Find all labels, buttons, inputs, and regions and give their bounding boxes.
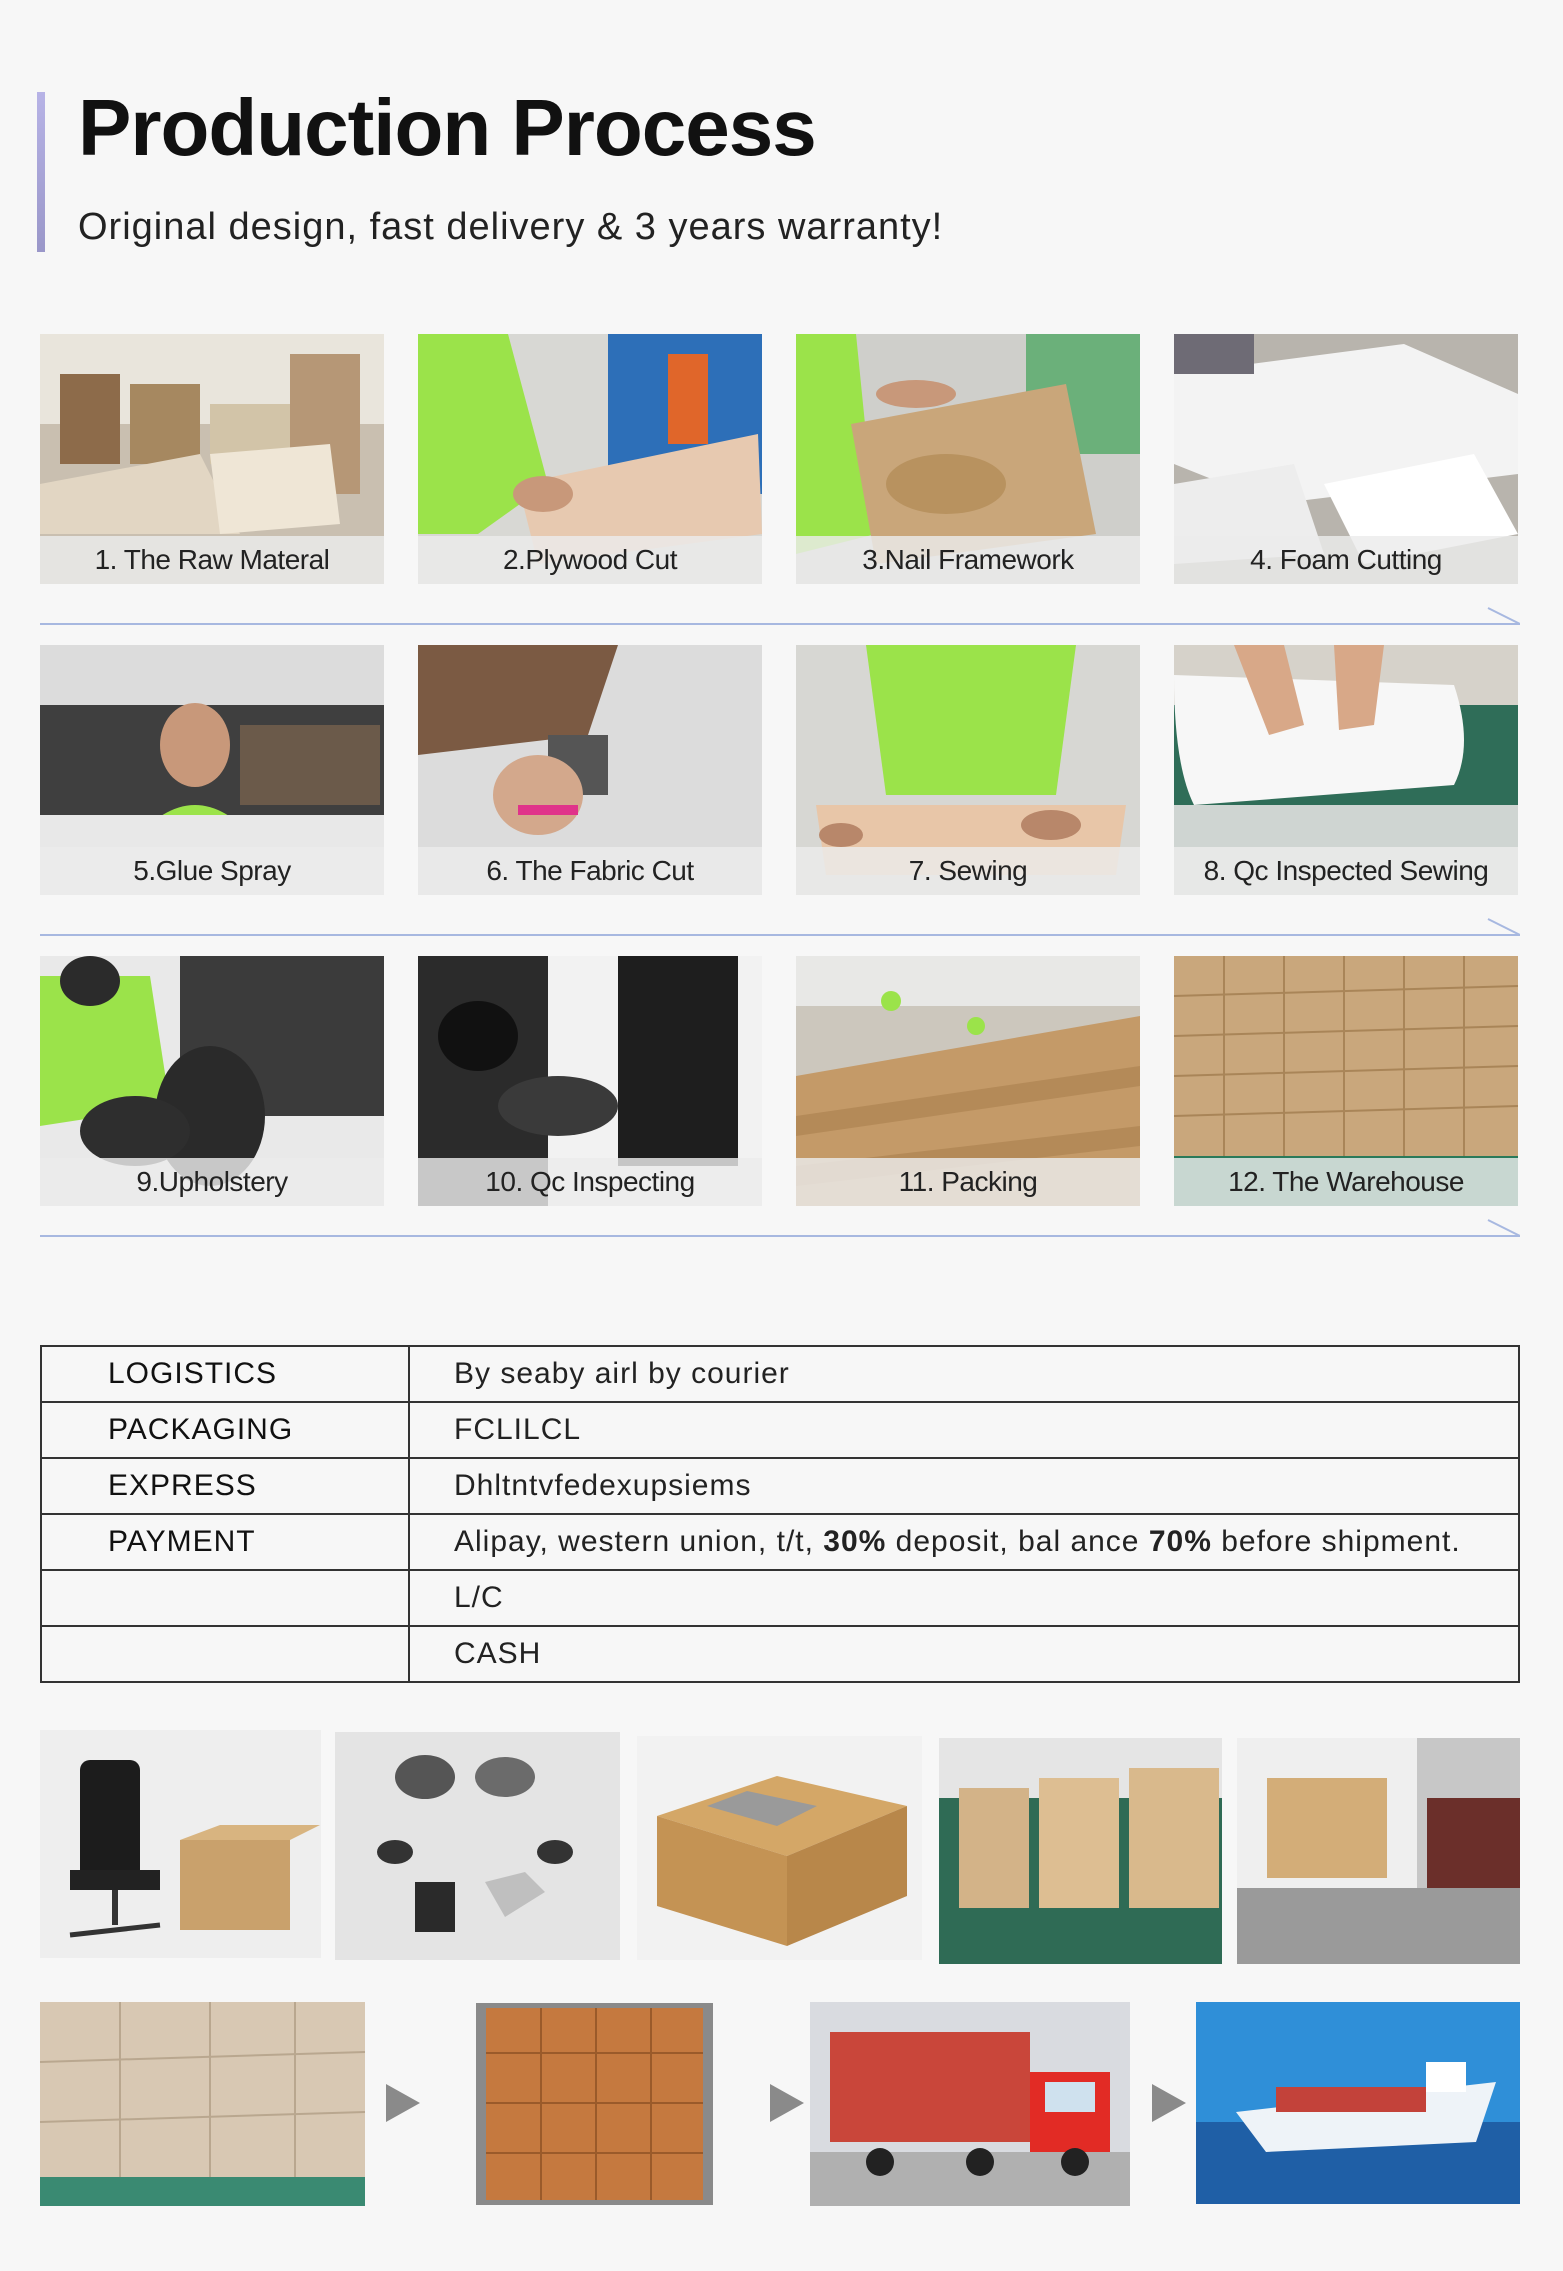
step-8-tile	[1174, 645, 1518, 895]
row-divider-arrow	[40, 604, 1520, 628]
step-caption: 6. The Fabric Cut	[418, 847, 762, 895]
step-caption: 8. Qc Inspected Sewing	[1174, 847, 1518, 895]
payment-text: deposit, bal ance	[886, 1525, 1149, 1558]
step-caption: 5.Glue Spray	[40, 847, 384, 895]
payment-text: Alipay, western union, t/t,	[454, 1525, 824, 1558]
balance-percent: 70%	[1148, 1525, 1212, 1558]
row-key: LOGISTICS	[41, 1346, 409, 1402]
payment-text: before shipment.	[1211, 1525, 1461, 1558]
chair-parts-photo	[335, 1732, 620, 1960]
step-3-tile	[796, 334, 1140, 584]
step-caption: 12. The Warehouse	[1174, 1158, 1518, 1206]
row-value: L/C	[409, 1570, 1519, 1626]
table-row	[41, 1458, 1519, 1514]
chair-and-box-photo	[40, 1730, 321, 1958]
cargo-ship-image	[1196, 2002, 1520, 2204]
step-caption: 3.Nail Framework	[796, 536, 1140, 584]
table-row	[41, 1346, 1519, 1402]
step-2-tile	[418, 334, 762, 584]
stacked-cartons-photo	[40, 2002, 365, 2206]
container-truck-image	[810, 2002, 1130, 2206]
container-loaded-image	[476, 2003, 713, 2205]
table-row	[41, 1514, 1519, 1570]
palletized-cartons-image	[939, 1738, 1222, 1964]
flow-arrow-icon	[1152, 2084, 1186, 2122]
step-6-tile	[418, 645, 762, 895]
step-caption: 4. Foam Cutting	[1174, 536, 1518, 584]
truck-loading-image	[1237, 1738, 1520, 1964]
step-1-tile	[40, 334, 384, 584]
page-title: Production Process	[78, 83, 816, 172]
step-caption: 10. Qc Inspecting	[418, 1158, 762, 1206]
row-value: Dhltntvfedexupsiems	[409, 1458, 1519, 1514]
steps-row-2	[40, 645, 1520, 895]
chair-and-box-image	[40, 1730, 321, 1958]
container-truck-photo	[810, 2002, 1130, 2206]
step-11-tile	[796, 956, 1140, 1206]
row-value: By seaby airl by courier	[409, 1346, 1519, 1402]
shipping-photos-row	[40, 1730, 1520, 1962]
table-row	[41, 1402, 1519, 1458]
stacked-cartons-image	[40, 2002, 365, 2206]
step-7-tile	[796, 645, 1140, 895]
chair-parts-image	[335, 1732, 620, 1960]
step-caption: 11. Packing	[796, 1158, 1140, 1206]
container-loaded-photo	[476, 2003, 713, 2205]
title-accent-bar	[37, 92, 45, 252]
step-caption: 1. The Raw Materal	[40, 536, 384, 584]
row-value: CASH	[409, 1626, 1519, 1682]
page-subtitle: Original design, fast delivery & 3 years warranty!	[78, 206, 944, 248]
step-12-tile	[1174, 956, 1518, 1206]
row-value	[409, 1514, 1519, 1570]
flow-arrow-icon	[770, 2084, 804, 2122]
step-10-tile	[418, 956, 762, 1206]
flow-arrow-icon	[386, 2084, 420, 2122]
step-caption: 9.Upholstery	[40, 1158, 384, 1206]
open-carton-image	[637, 1736, 922, 1960]
row-divider-arrow	[40, 1216, 1520, 1240]
production-steps-grid	[40, 334, 1520, 1206]
row-key	[41, 1570, 409, 1626]
row-key: EXPRESS	[41, 1458, 409, 1514]
open-carton-photo	[637, 1736, 922, 1960]
row-key: PAYMENT	[41, 1514, 409, 1570]
table-row	[41, 1626, 1519, 1682]
cargo-ship-photo	[1196, 2002, 1520, 2204]
deposit-percent: 30%	[823, 1525, 887, 1558]
row-value: FCLILCL	[409, 1402, 1519, 1458]
step-caption: 2.Plywood Cut	[418, 536, 762, 584]
logistics-table	[40, 1345, 1520, 1683]
palletized-cartons-photo	[939, 1738, 1222, 1964]
row-key: PACKAGING	[41, 1402, 409, 1458]
step-4-tile	[1174, 334, 1518, 584]
steps-row-1	[40, 334, 1520, 584]
step-5-tile	[40, 645, 384, 895]
row-divider-arrow	[40, 915, 1520, 939]
step-caption: 7. Sewing	[796, 847, 1140, 895]
step-9-tile	[40, 956, 384, 1206]
row-key	[41, 1626, 409, 1682]
steps-row-3	[40, 956, 1520, 1206]
truck-loading-photo	[1237, 1738, 1520, 1964]
delivery-flow-row	[40, 2000, 1520, 2210]
table-row	[41, 1570, 1519, 1626]
